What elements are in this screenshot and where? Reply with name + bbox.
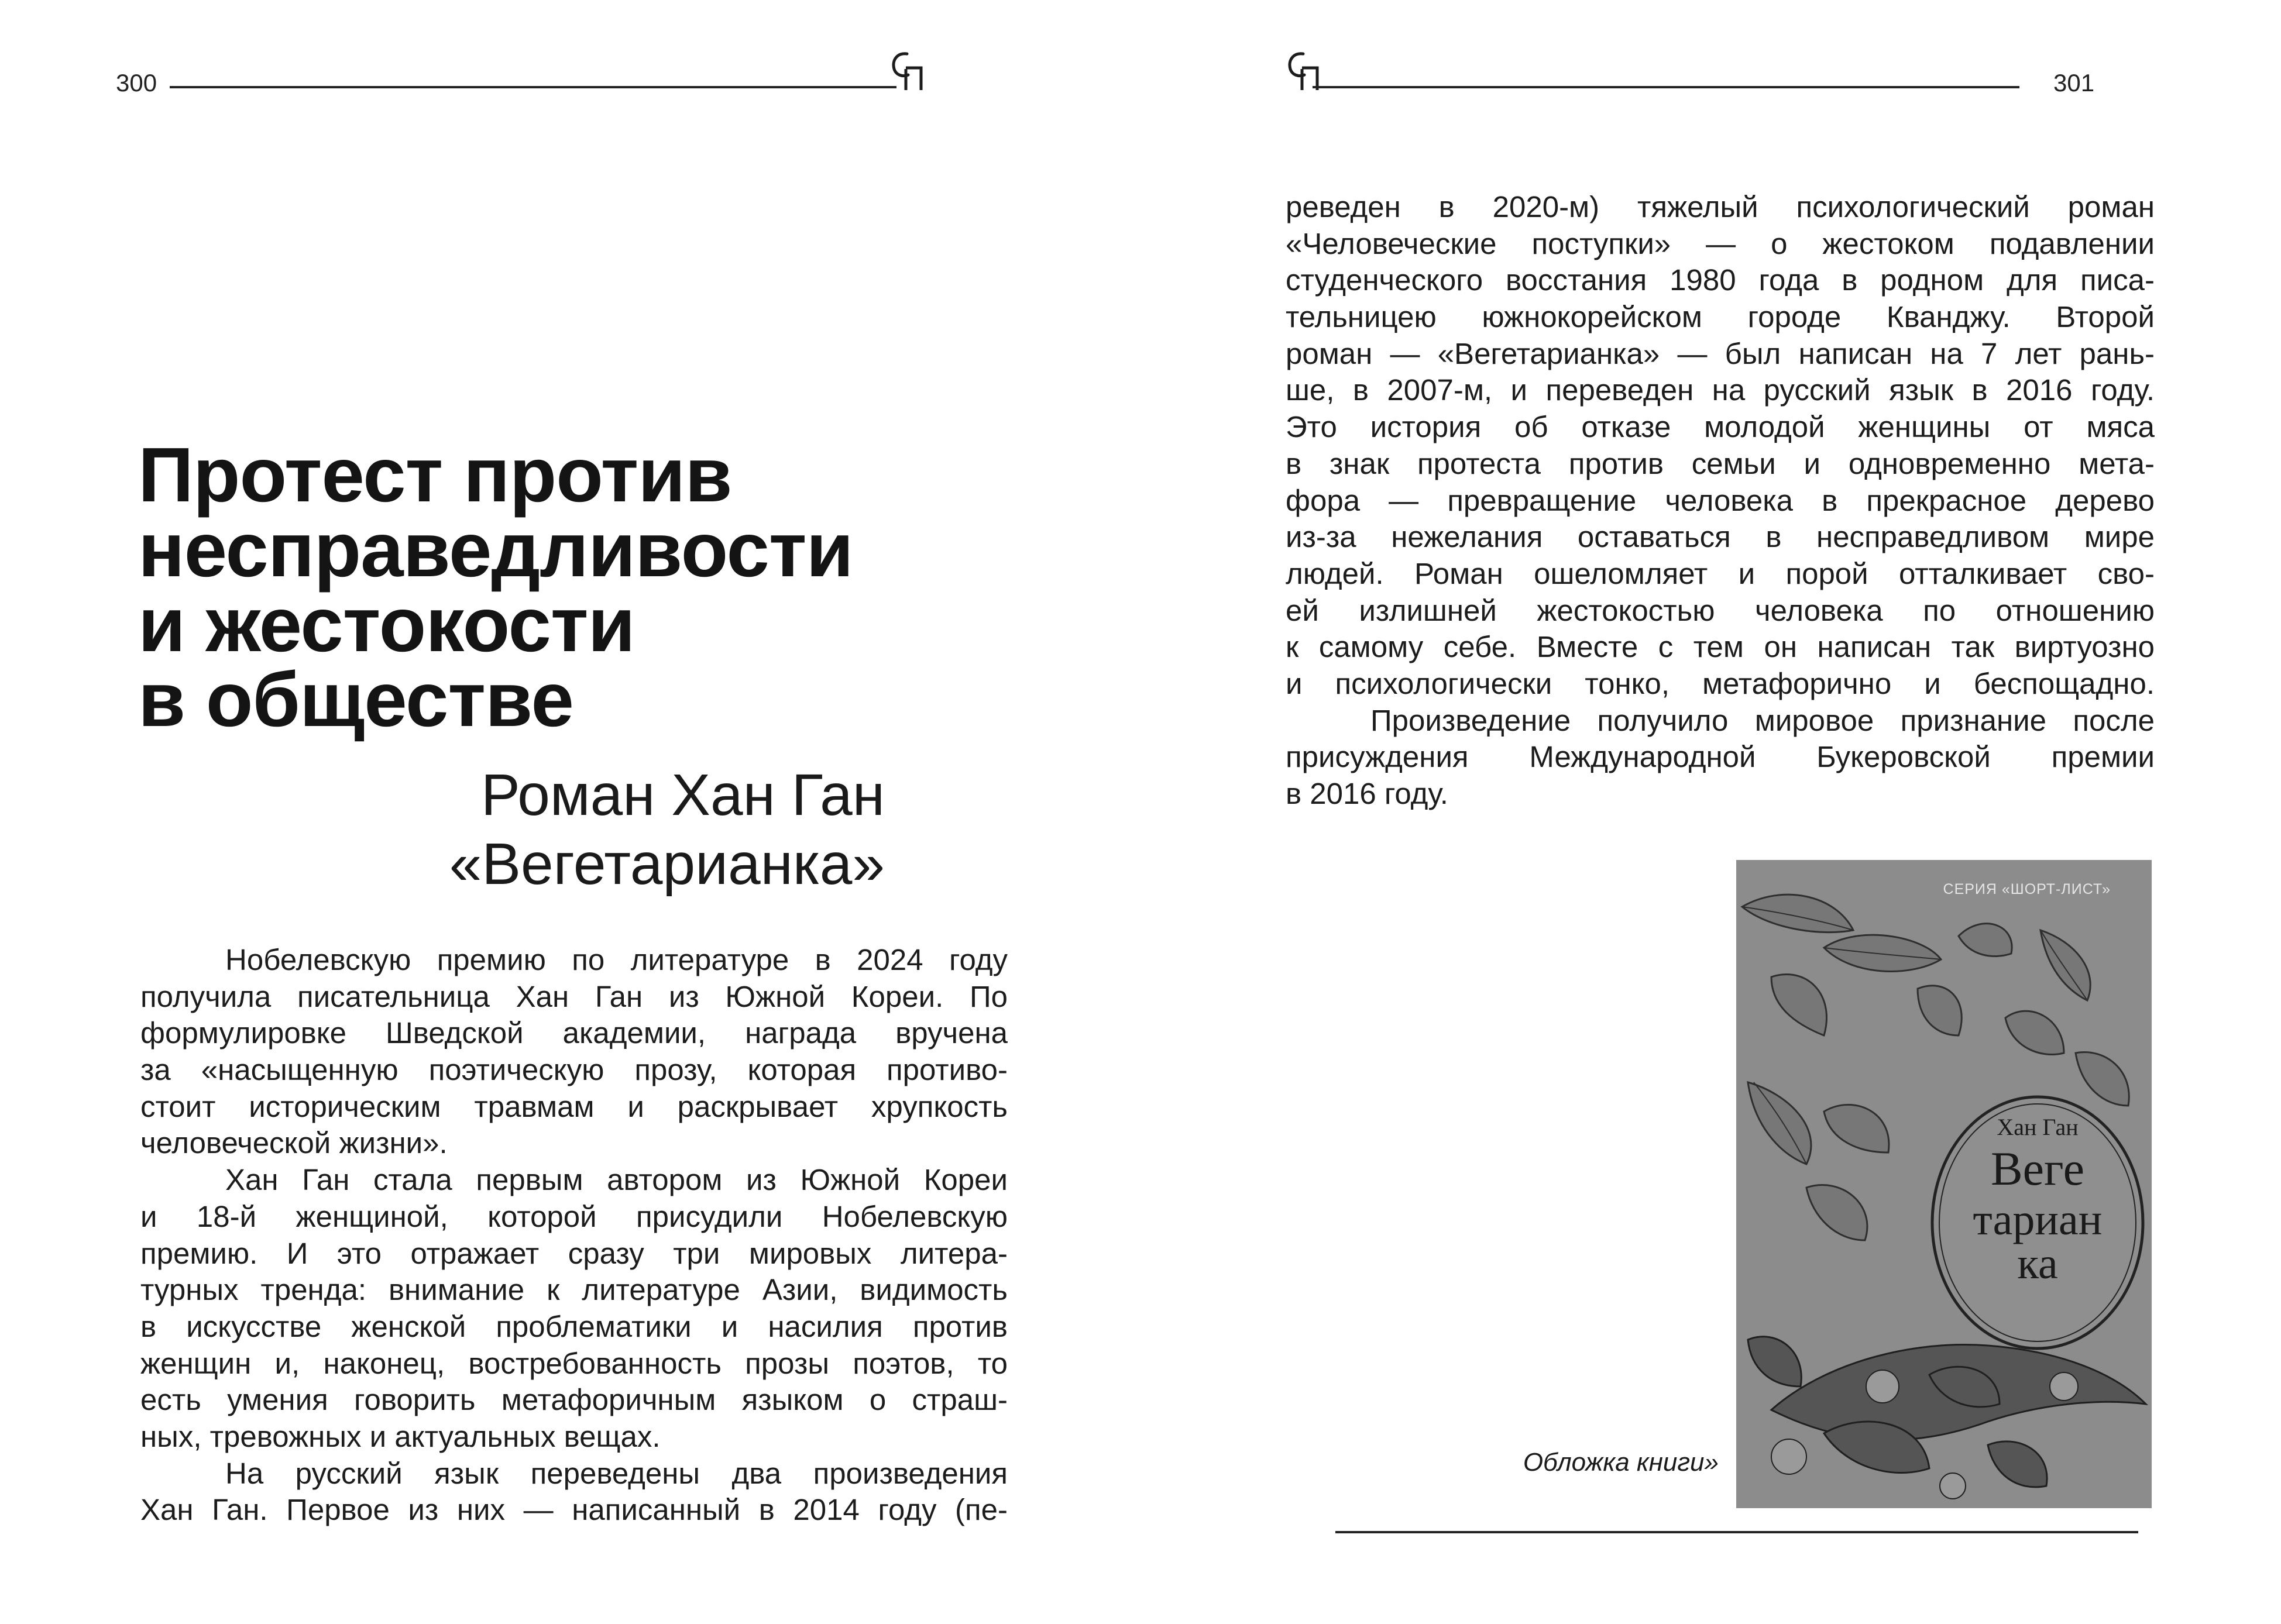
text-line: Произведение получило мировое признание после [1370,703,2155,737]
text-line: людей. Роман ошеломляет и порой отталкивает сво- [1286,556,2155,590]
text-line: из-за нежелания оставаться в несправедливом мире [1286,520,2155,554]
title-line: несправедливости [138,507,853,593]
subtitle-line: Роман Хан Ган [481,762,885,828]
text-line: студенческого восстания 1980 года в родном для писа- [1286,263,2155,297]
title-line: в обществе [138,656,573,742]
body-text-left [140,942,1008,1529]
page-number-right: 301 [2053,69,2095,97]
cover-title-line: ка [2017,1239,2058,1288]
text-line: и 18-й женщиной, которой присудили Нобелевскую [140,1199,1008,1233]
text-line: стоит историческим травмам и раскрывает хрупкость [140,1089,1008,1123]
text-line: женщин и, наконец, востребованность прозы поэтов, то [140,1346,1008,1380]
text-line: в знак протеста против семьи и одновременно мета- [1286,446,2155,480]
text-line: и психологически тонко, метафорично и беспощадно. [1286,666,2155,700]
cover-series-label: СЕРИЯ «ШОРТ-ЛИСТ» [1943,881,2111,897]
text-line: ше, в 2007-м, и переведен на русский язык в 2016 году. [1286,373,2155,407]
cover-title-line: тариан [1973,1195,2103,1244]
header-rule-left [170,86,896,88]
text-line: премию. И это отражает сразу три мировых литера- [140,1236,1008,1270]
text-line: тельницею южнокорейском городе Кванджу. Второй [1286,300,2155,334]
text-line: в 2016 году. [1286,777,1448,810]
text-line: Хан Ган стала первым автором из Южной Кореи [225,1163,1008,1197]
body-text-right [1286,189,2155,813]
text-line: формулировке Шведской академии, награда вручена [140,1016,1008,1050]
cover-author: Хан Ган [1997,1114,2079,1140]
text-line: Хан Ган. Первое из них — написанный в 2014 году (пе- [140,1493,1008,1527]
text-line: роман — «Вегетарианка» — был написан на 7 лет рань- [1286,336,2155,370]
book-cover-image [1736,860,2152,1508]
text-line: Это история об отказе молодой женщины от мяса [1286,410,2155,444]
text-line: человеческой жизни». [140,1126,448,1160]
cover-title-line: Веге [1990,1142,2085,1195]
text-line: На русский язык переведены два произведения [225,1456,1008,1490]
cover-caption: Обложка книги» [1523,1448,1719,1477]
text-line: получила писательница Хан Ган из Южной Кореи. По [140,979,1008,1013]
text-line: в искусстве женской проблематики и насилия против [140,1309,1008,1343]
text-line: турных тренда: внимание к литературе Азии, видимость [140,1273,1008,1307]
text-line: к самому себе. Вместе с тем он написан так виртуозно [1286,630,2155,664]
text-line: «Человеческие поступки» — о жестоком подавлении [1286,226,2155,260]
text-line: фора — превращение человека в прекрасное дерево [1286,483,2155,517]
text-line: есть умения говорить метафоричным языком о страш- [140,1383,1008,1417]
subtitle-line: «Вегетарианка» [449,831,885,897]
text-line: Нобелевскую премию по литературе в 2024 году [225,943,1008,976]
footer-rule [1335,1531,2138,1533]
title-line: Протест против [138,432,732,518]
header-rule-right [1313,86,2019,88]
text-line: ей излишней жестокостью человека по отношению [1286,593,2155,627]
article-subtitle [351,761,885,899]
text-line: реведен в 2020-м) тяжелый психологический роман [1286,190,2155,223]
text-line: ных, тревожных и актуальных вещах. [140,1419,661,1453]
title-line: и жестокости [138,582,635,668]
left-page [0,0,1140,1624]
article-title [138,432,1051,742]
text-line: за «насыщенную поэтическую прозу, которая противо- [140,1053,1008,1087]
page-number-left: 300 [116,69,157,97]
text-line: присуждения Международной Букеровской премии [1286,740,2155,774]
magazine-logo-icon [889,49,926,94]
